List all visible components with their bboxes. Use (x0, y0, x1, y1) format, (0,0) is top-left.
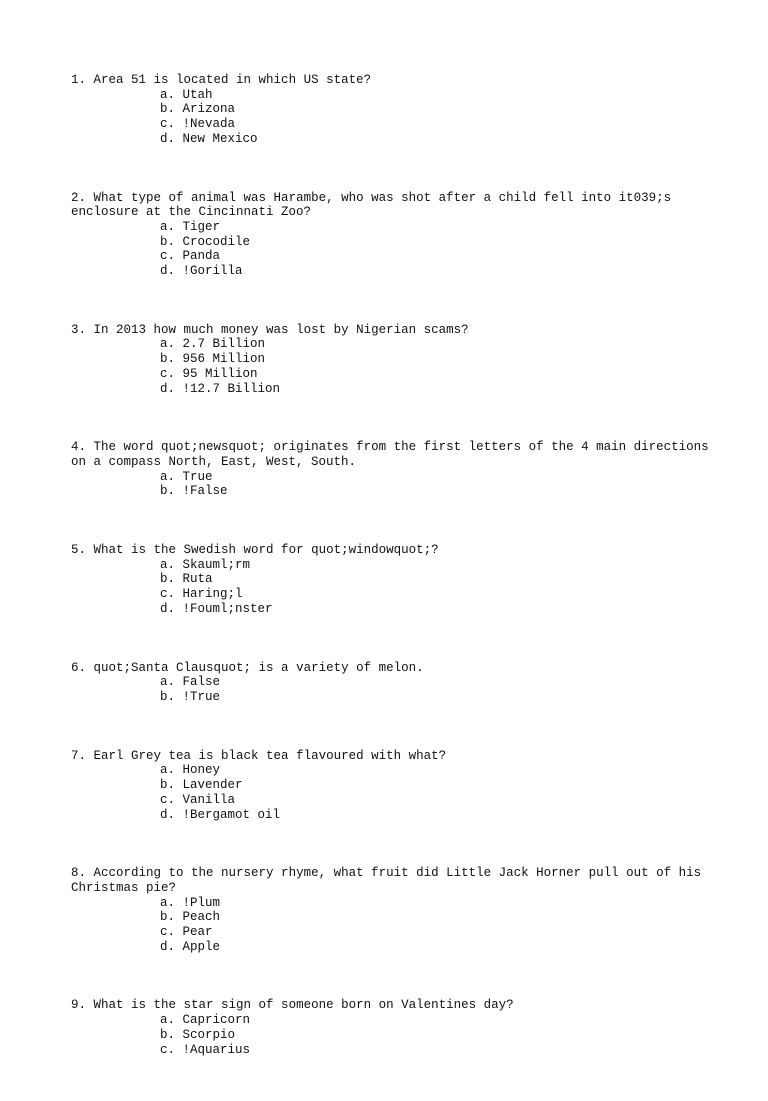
option-text: Crocodile (182, 234, 251, 249)
question-prompt: What is the star sign of someone born on Valentines day? (93, 998, 514, 1013)
option-letter: b. (160, 572, 176, 587)
answer-option (71, 470, 711, 485)
question-number: 1. (71, 73, 87, 87)
option-text: Honey (182, 763, 221, 778)
option-letter: b. (160, 484, 176, 499)
answer-options (71, 470, 711, 499)
option-text: Panda (182, 249, 221, 264)
question-text (71, 749, 711, 764)
answer-options (71, 337, 711, 396)
question-prompt: In 2013 how much money was lost by Nigerian scams? (93, 322, 469, 337)
question-text (71, 543, 711, 558)
option-text: Apple (182, 939, 221, 954)
question-block (71, 661, 711, 705)
option-letter: b. (160, 352, 176, 367)
option-letter: b. (160, 910, 176, 925)
answer-option (71, 264, 711, 279)
question-block (71, 998, 711, 1057)
question-text (71, 191, 711, 220)
question-number: 9. (71, 998, 87, 1013)
option-text: Pear (182, 925, 213, 940)
answer-options (71, 675, 711, 704)
answer-option (71, 1013, 711, 1028)
answer-option (71, 88, 711, 103)
option-text: Lavender (182, 778, 243, 793)
answer-option (71, 1043, 711, 1058)
answer-option (71, 925, 711, 940)
question-block (71, 749, 711, 823)
answer-option (71, 808, 711, 823)
question-block (71, 191, 711, 279)
question-number: 7. (71, 748, 87, 763)
option-letter: d. (160, 131, 176, 146)
answer-options (71, 896, 711, 955)
question-prompt: Earl Grey tea is black tea flavoured with what? (93, 748, 447, 763)
answer-option (71, 102, 711, 117)
option-letter: a. (160, 1013, 176, 1028)
option-letter: d. (160, 601, 176, 616)
answer-option (71, 117, 711, 132)
option-text: Peach (182, 910, 221, 925)
answer-option (71, 763, 711, 778)
option-text: 956 Million (182, 352, 266, 367)
question-number: 6. (71, 660, 87, 675)
question-prompt: What is the Swedish word for quot;windowquot;? (93, 543, 439, 558)
question-text (71, 998, 711, 1013)
answer-option (71, 910, 711, 925)
question-block (71, 543, 711, 617)
option-text: !Plum (182, 895, 221, 910)
answer-option (71, 220, 711, 235)
question-number: 5. (71, 543, 87, 558)
option-letter: b. (160, 689, 176, 704)
answer-option (71, 352, 711, 367)
option-letter: c. (160, 1042, 176, 1057)
question-number: 2. (71, 190, 87, 205)
option-letter: a. (160, 87, 176, 102)
question-prompt: According to the nursery rhyme, what fruit did Little Jack Horner pull out of his Christmas pie? (71, 866, 709, 895)
option-text: True (182, 469, 213, 484)
option-letter: a. (160, 219, 176, 234)
option-text: Haring;l (182, 587, 243, 602)
option-letter: d. (160, 381, 176, 396)
option-letter: a. (160, 675, 176, 690)
question-text (71, 73, 711, 88)
option-letter: b. (160, 1027, 176, 1042)
question-number: 3. (71, 322, 87, 337)
answer-option (71, 132, 711, 147)
option-text: !12.7 Billion (182, 381, 281, 396)
option-text: Tiger (182, 219, 221, 234)
option-text: False (182, 675, 221, 690)
option-letter: c. (160, 249, 176, 264)
option-letter: c. (160, 587, 176, 602)
answer-option (71, 382, 711, 397)
option-text: !Gorilla (182, 264, 243, 279)
option-text: Skauml;rm (182, 557, 251, 572)
option-text: !False (182, 484, 228, 499)
answer-option (71, 587, 711, 602)
option-letter: b. (160, 102, 176, 117)
answer-option (71, 484, 711, 499)
question-number: 4. (71, 440, 87, 455)
option-text: !Fouml;nster (182, 601, 273, 616)
answer-option (71, 337, 711, 352)
option-text: New Mexico (182, 131, 258, 146)
option-letter: d. (160, 264, 176, 279)
option-text: Vanilla (182, 792, 236, 807)
answer-option (71, 675, 711, 690)
question-prompt: The word quot;newsquot; originates from the first letters of the 4 main directions on a compass North, East, West, South. (71, 440, 717, 469)
option-letter: a. (160, 469, 176, 484)
question-text (71, 440, 717, 469)
option-letter: c. (160, 117, 176, 132)
question-text (71, 661, 711, 676)
answer-option (71, 778, 711, 793)
option-letter: c. (160, 366, 176, 381)
answer-options (71, 558, 711, 617)
option-text: 95 Million (182, 366, 258, 381)
question-prompt: quot;Santa Clausquot; is a variety of melon. (93, 660, 424, 675)
option-letter: a. (160, 337, 176, 352)
question-block (71, 440, 717, 499)
quiz-list (71, 73, 717, 1101)
question-block (71, 323, 711, 397)
answer-option (71, 367, 711, 382)
answer-option (71, 940, 711, 955)
option-letter: c. (160, 925, 176, 940)
question-text (71, 323, 711, 338)
option-letter: d. (160, 939, 176, 954)
option-text: Arizona (182, 102, 236, 117)
option-letter: a. (160, 895, 176, 910)
option-text: Utah (182, 87, 213, 102)
question-block (71, 866, 711, 954)
option-text: 2.7 Billion (182, 337, 266, 352)
question-prompt: Area 51 is located in which US state? (93, 73, 372, 87)
option-letter: a. (160, 763, 176, 778)
answer-option (71, 572, 711, 587)
option-text: Ruta (182, 572, 213, 587)
option-letter: a. (160, 557, 176, 572)
answer-option (71, 558, 711, 573)
option-text: !Aquarius (182, 1042, 251, 1057)
answer-option (71, 690, 711, 705)
answer-options (71, 88, 711, 147)
question-number: 8. (71, 866, 87, 881)
answer-option (71, 896, 711, 911)
answer-option (71, 1028, 711, 1043)
option-letter: b. (160, 234, 176, 249)
answer-options (71, 763, 711, 822)
option-text: !True (182, 689, 221, 704)
answer-options (71, 1013, 711, 1057)
option-text: Capricorn (182, 1013, 251, 1028)
answer-option (71, 793, 711, 808)
option-letter: c. (160, 792, 176, 807)
option-text: !Bergamot oil (182, 807, 281, 822)
answer-options (71, 220, 711, 279)
option-text: Scorpio (182, 1027, 236, 1042)
question-text (71, 866, 711, 895)
question-prompt: What type of animal was Harambe, who was shot after a child fell into it039;s enclosure at the Cincinnati Zoo? (71, 190, 679, 220)
option-letter: b. (160, 778, 176, 793)
option-letter: d. (160, 807, 176, 822)
answer-option (71, 249, 711, 264)
answer-option (71, 235, 711, 250)
option-text: !Nevada (182, 117, 236, 132)
question-block (71, 73, 711, 147)
answer-option (71, 602, 711, 617)
